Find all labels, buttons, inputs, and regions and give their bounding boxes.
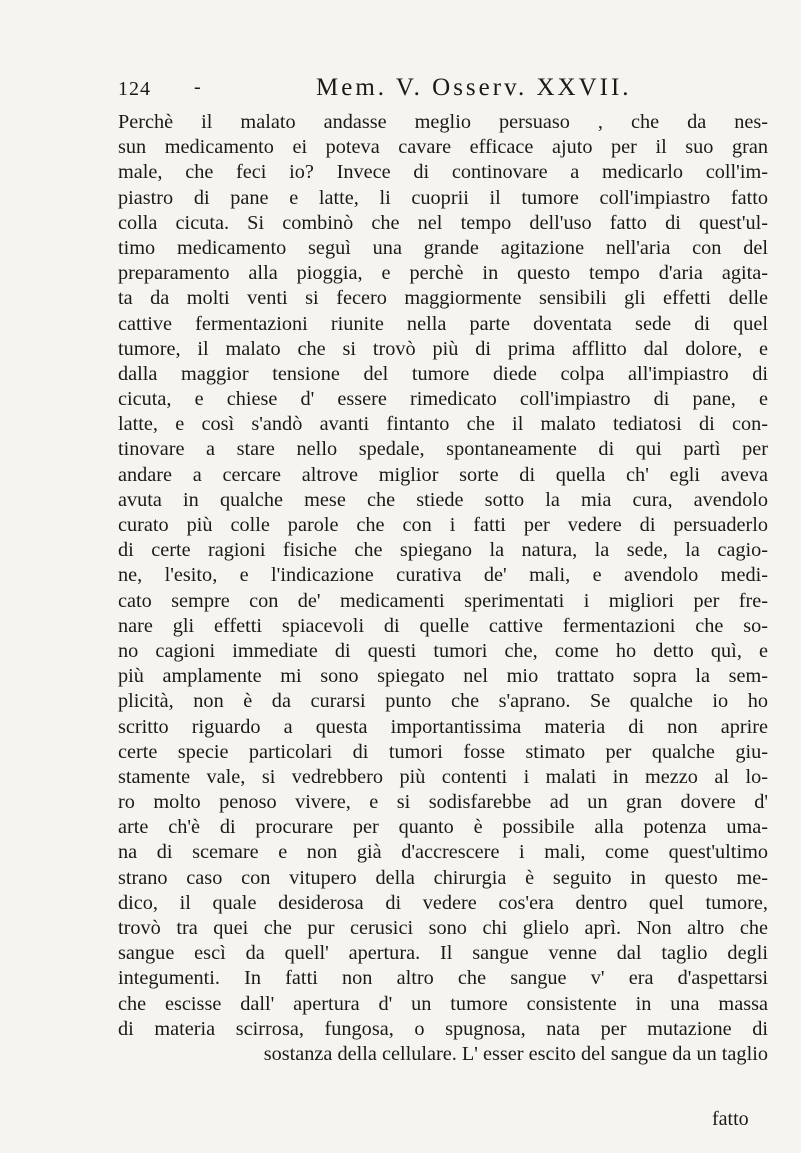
text-line: ne, l'esito, e l'indicazione curativa de' mali, e avendolo medi- bbox=[118, 564, 768, 587]
text-line: andare a cercare altrove miglior sorte di quella ch' egli aveva bbox=[118, 463, 768, 486]
page-header bbox=[118, 74, 768, 108]
text-line: ro molto penoso vivere, e si sodisfarebbe ad un gran dovere d' bbox=[118, 791, 768, 814]
running-title: Mem. V. Osserv. XXVII. bbox=[316, 74, 632, 101]
text-line: ta da molti venti si fecero maggiormente sensibili gli effetti delle bbox=[118, 287, 768, 310]
text-line: sun medicamento ei poteva cavare efficace ajuto per il suo gran bbox=[118, 136, 768, 159]
text-line: na di scemare e non già d'accrescere i mali, come quest'ultimo bbox=[118, 841, 768, 864]
text-line: strano caso con vitupero della chirurgia è seguito in questo me- bbox=[118, 866, 768, 889]
text-line: scritto riguardo a questa importantissima materia di non aprire bbox=[118, 715, 768, 738]
text-line: avuta in qualche mese che stiede sotto la mia cura, avendolo bbox=[118, 488, 768, 511]
catchword: fatto bbox=[712, 1108, 749, 1130]
text-line: timo medicamento seguì una grande agitazione nell'aria con del bbox=[118, 236, 768, 259]
text-line: sangue escì da quell' apertura. Il sangue venne dal taglio degli bbox=[118, 942, 768, 965]
text-line: dico, il quale desiderosa di vedere cos'era dentro quel tumore, bbox=[118, 891, 768, 914]
text-line: plicità, non è da curarsi punto che s'aprano. Se qualche io ho bbox=[118, 690, 768, 713]
text-line: trovò tra quei che pur cerusici sono chi glielo aprì. Non altro che bbox=[118, 917, 768, 939]
header-dash: - bbox=[194, 76, 202, 98]
text-line: nare gli effetti spiacevoli di quelle cattive fermentazioni che so- bbox=[118, 614, 768, 637]
text-line: certe specie particolari di tumori fosse stimato per qualche giu- bbox=[118, 740, 768, 763]
page-number: 124 bbox=[118, 78, 151, 100]
text-line: cato sempre con de' medicamenti sperimentati i migliori per fre- bbox=[118, 589, 768, 612]
text-line: no cagioni immediate di questi tumori che, come ho detto quì, e bbox=[118, 639, 768, 662]
text-line: male, che feci io? Invece di continovare a medicarlo coll'im- bbox=[118, 161, 768, 184]
text-line: curato più colle parole che con i fatti per vedere di persuaderlo bbox=[118, 514, 768, 536]
text-line: Perchè il malato andasse meglio persuaso , che da nes- bbox=[118, 111, 768, 133]
text-line: tumore, il malato che si trovò più di prima afflitto dal dolore, e bbox=[118, 337, 768, 360]
text-line: più amplamente mi sono spiegato nel mio trattato sopra la sem- bbox=[118, 665, 768, 688]
text-line: preparamento alla pioggia, e perchè in questo tempo d'aria agita- bbox=[118, 262, 768, 285]
text-line: stamente vale, si vedrebbero più contenti i malati in mezzo al lo- bbox=[118, 765, 768, 788]
text-line: colla cicuta. Si combinò che nel tempo dell'uso fatto di quest'ul- bbox=[118, 211, 768, 234]
text-line: di certe ragioni fisiche che spiegano la natura, la sede, la cagio- bbox=[118, 539, 768, 562]
text-line: di materia scirrosa, fungosa, o spugnosa, nata per mutazione di bbox=[118, 1017, 768, 1040]
text-line: cattive fermentazioni riunite nella parte doventata sede di quel bbox=[118, 312, 768, 335]
text-line: sostanza della cellulare. L' esser escito del sangue da un taglio bbox=[263, 1042, 768, 1065]
text-line: integumenti. In fatti non altro che sangue v' era d'aspettarsi bbox=[118, 967, 768, 990]
text-line: che escisse dall' apertura d' un tumore consistente in una massa bbox=[118, 992, 768, 1015]
text-line: cicuta, e chiese d' essere rimedicato coll'impiastro di pane, e bbox=[118, 388, 768, 411]
text-line: piastro di pane e latte, li cuoprii il tumore coll'impiastro fatto bbox=[118, 186, 768, 209]
text-line: tinovare a stare nello spedale, spontaneamente di qui partì per bbox=[118, 438, 768, 461]
text-line: dalla maggior tensione del tumore diede colpa all'impiastro di bbox=[118, 362, 768, 385]
body-text bbox=[118, 110, 768, 1067]
text-line: arte ch'è di procurare per quanto è possibile alla potenza uma- bbox=[118, 816, 768, 839]
text-line: latte, e così s'andò avanti fintanto che il malato tediatosi di con- bbox=[118, 413, 768, 436]
